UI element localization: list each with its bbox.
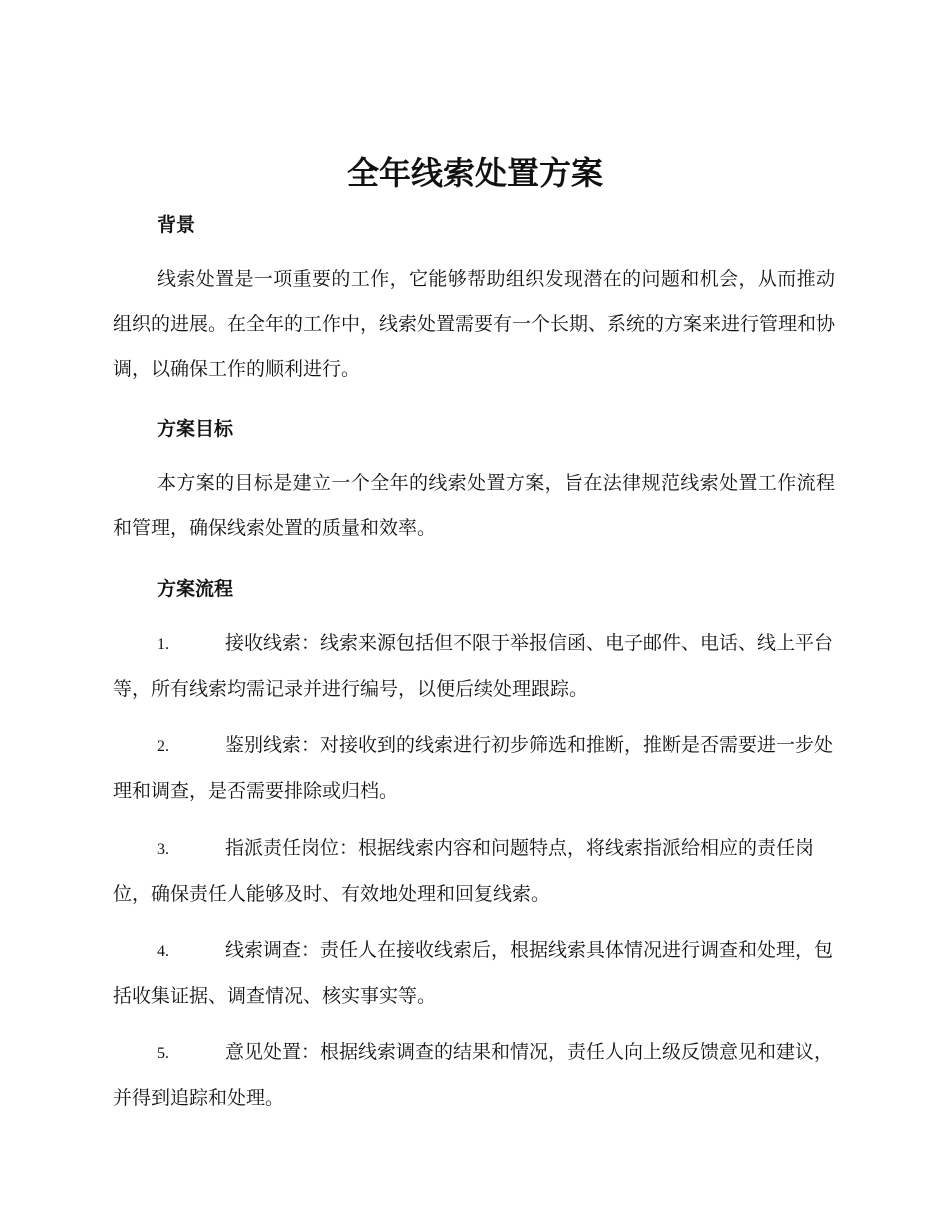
list-item-text: 指派责任岗位：根据线索内容和问题特点，将线索指派给相应的责任岗位，确保责任人能够及时、有效地处理和回复线索。 xyxy=(113,837,815,905)
list-number: 5. xyxy=(157,1045,169,1062)
list-number: 1. xyxy=(157,636,169,653)
list-item-text: 线索调查：责任人在接收线索后，根据线索具体情况进行调查和处理，包括收集证据、调查情况、核实事实等。 xyxy=(113,939,834,1007)
list-number: 2. xyxy=(157,738,169,755)
process-list-item xyxy=(113,826,835,917)
process-list-item xyxy=(113,621,835,712)
section-heading-goal: 方案目标 xyxy=(157,418,234,440)
process-list-item xyxy=(113,928,835,1019)
process-list-item xyxy=(113,1030,835,1121)
list-item-text: 意见处置：根据线索调查的结果和情况，责任人向上级反馈意见和建议，并得到追踪和处理。 xyxy=(113,1041,834,1109)
document-title: 全年线索处置方案 xyxy=(346,154,603,192)
section-heading-process: 方案流程 xyxy=(157,578,234,600)
goal-paragraph: 本方案的目标是建立一个全年的线索处置方案，旨在法律规范线索处置工作流程和管理，确保线索处置的质量和效率。 xyxy=(113,472,835,539)
list-item-text: 鉴别线索：对接收到的线索进行初步筛选和推断，推断是否需要进一步处理和调查，是否需要排除或归档。 xyxy=(113,734,834,802)
list-number: 4. xyxy=(157,943,169,960)
process-list-item xyxy=(113,723,835,814)
section-heading-background: 背景 xyxy=(157,214,196,236)
list-item-text: 接收线索：线索来源包括但不限于举报信函、电子邮件、电话、线上平台等，所有线索均需记录并进行编号，以便后续处理跟踪。 xyxy=(113,632,834,700)
background-paragraph: 线索处置是一项重要的工作，它能够帮助组织发现潜在的问题和机会，从而推动组织的进展。在全年的工作中，线索处置需要有一个长期、系统的方案来进行管理和协调，以确保工作的顺利进行。 xyxy=(113,268,836,380)
list-number: 3. xyxy=(157,841,169,858)
